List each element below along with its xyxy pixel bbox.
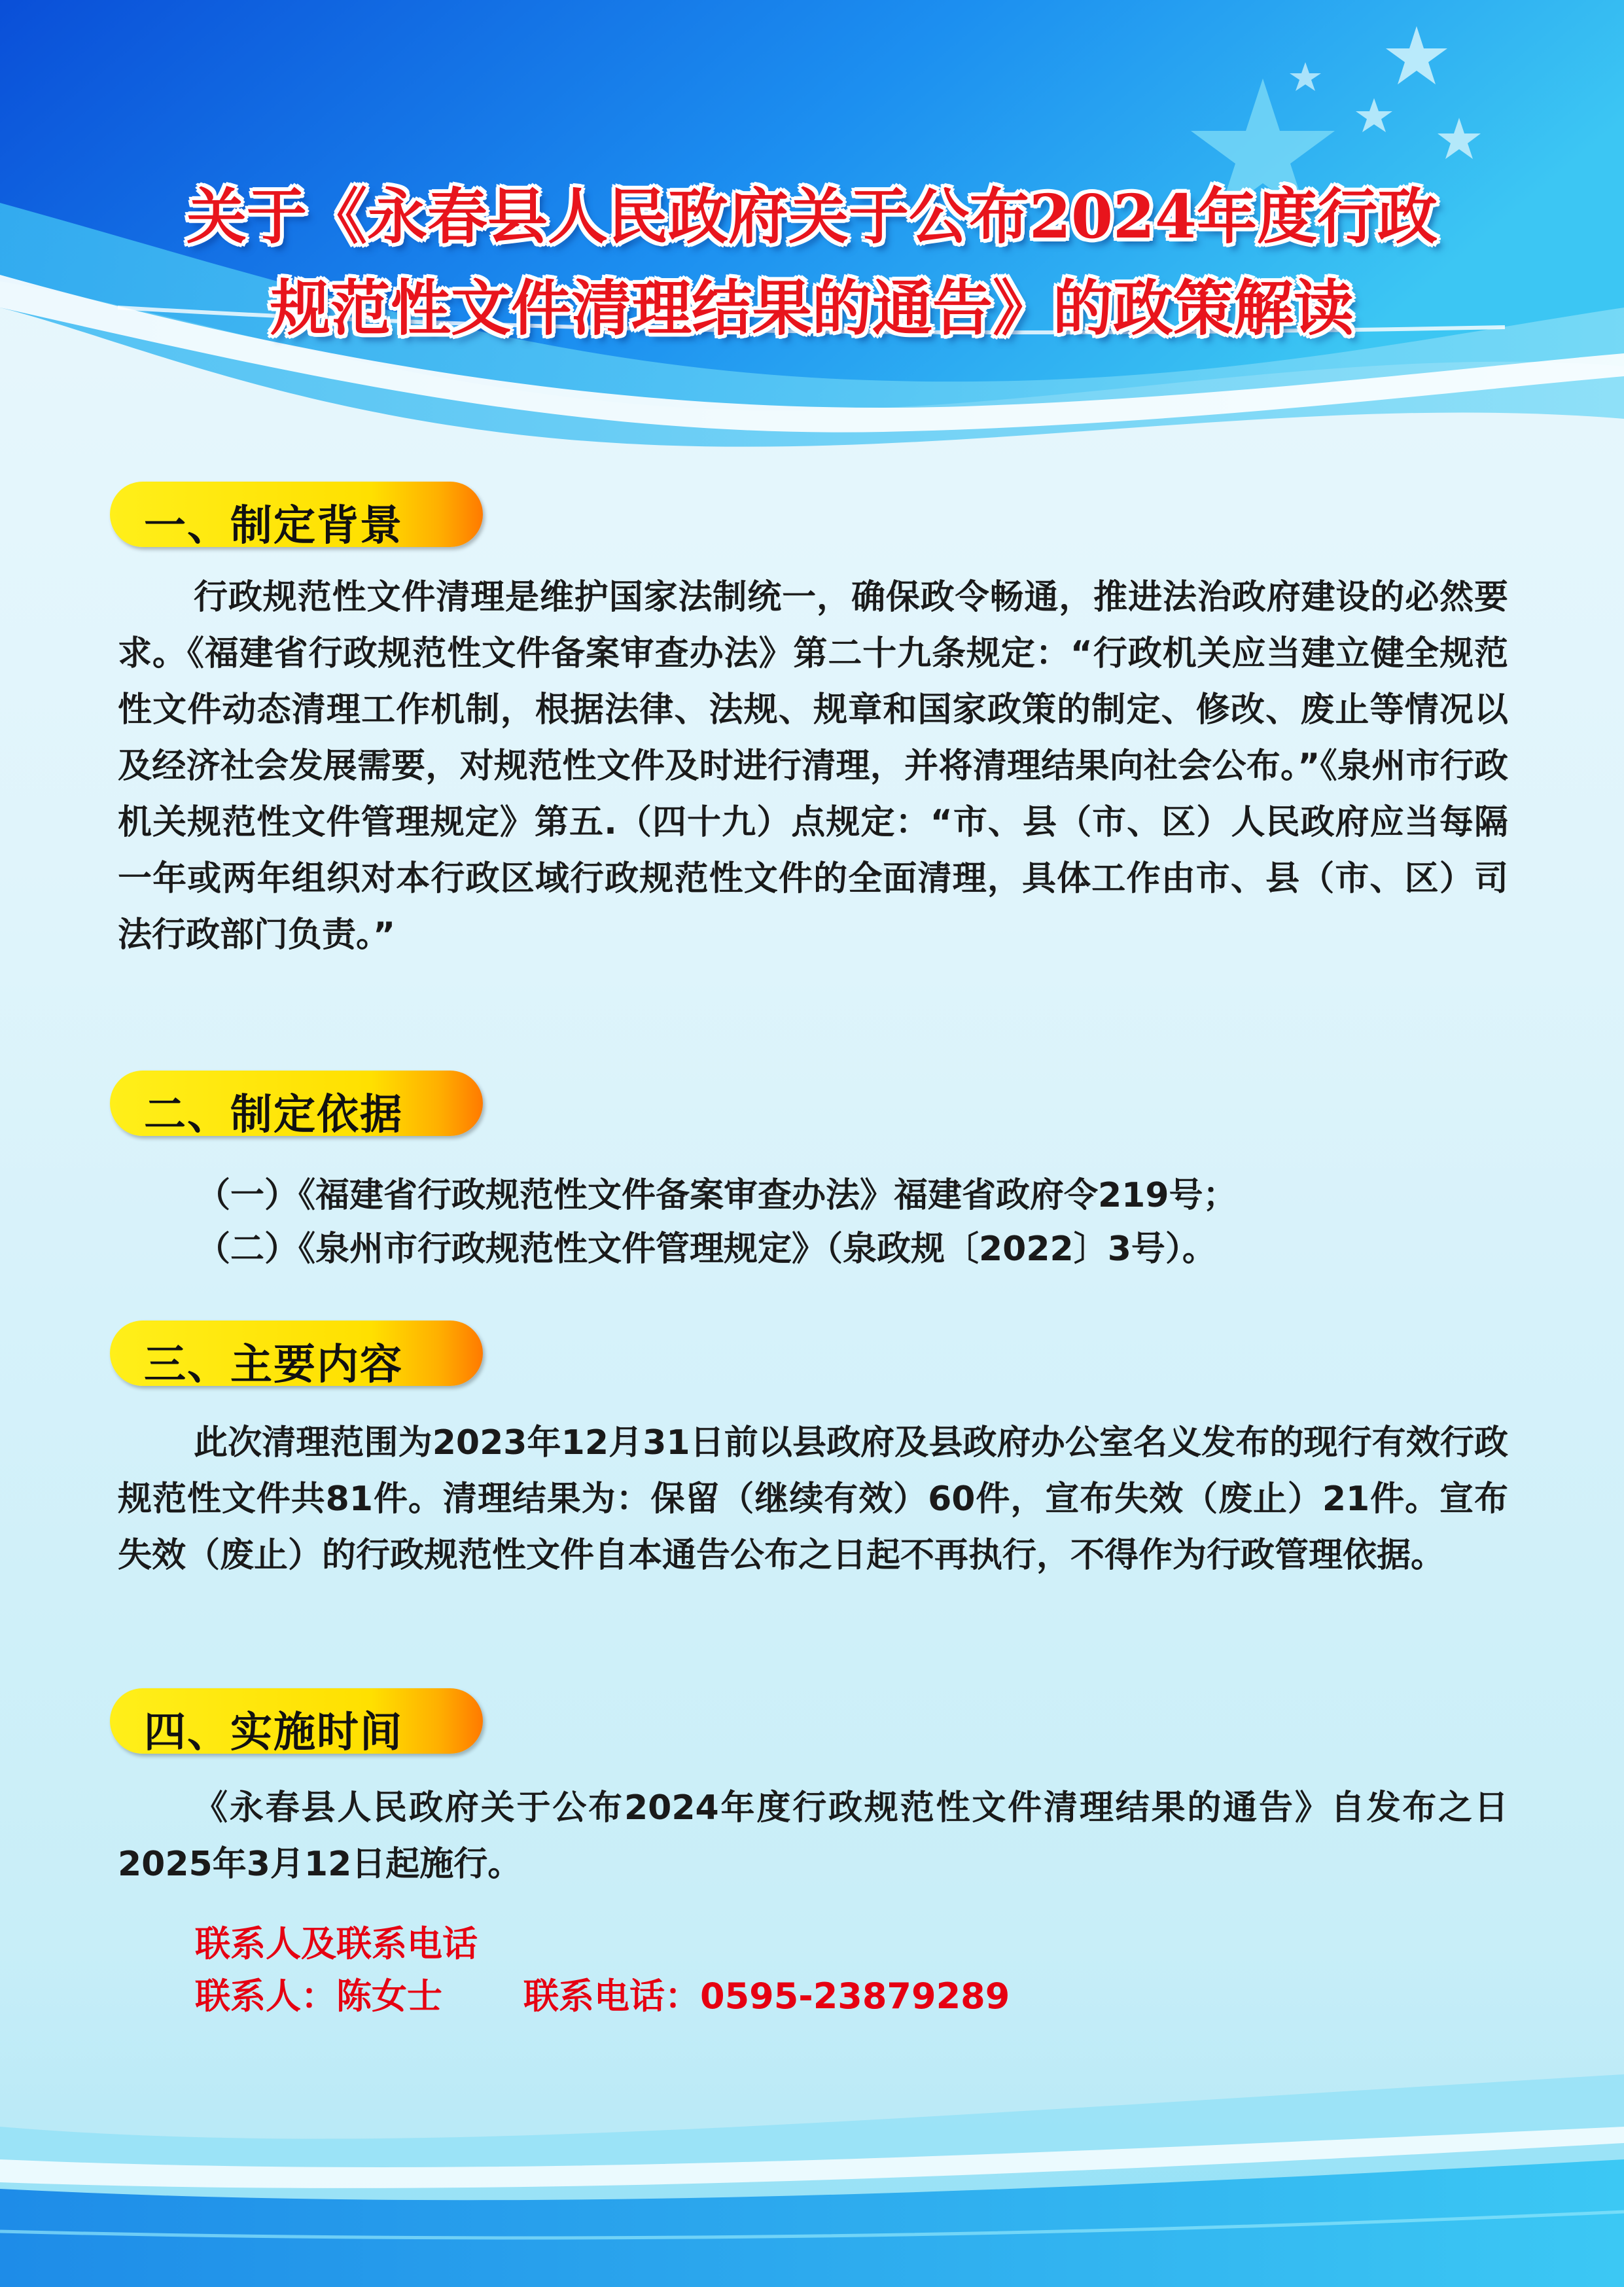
section-heading: 四、实施时间 <box>144 1709 403 1757</box>
section-paragraph-implementation: 《永春县人民政府关于公布2024年度行政规范性文件清理结果的通告》自发布之日2025年3月12日起施行。 <box>118 1788 1508 1884</box>
contact-heading: 联系人及联系电话 <box>195 1923 478 1964</box>
contact-phone: 联系电话：0595-23879289 <box>523 1976 1010 2017</box>
basis-item-2: （二）《泉州市行政规范性文件管理规定》（泉政规〔2022〕3号）。 <box>196 1230 1216 1269</box>
basis-item-1: （一）《福建省行政规范性文件备案审查办法》福建省政府令219号； <box>196 1176 1237 1215</box>
section-heading-implementation <box>110 1688 483 1757</box>
section-paragraph-content: 此次清理范围为2023年12月31日前以县政府及县政府办公室名义发布的现行有效行政规范性文件共81件。清理结果为：保留（继续有效）60件，宣布失效（废止）21件。宣布失效（废止）的行政规范性文件自本通告公布之日起不再执行，不得作为行政管理依据。 <box>118 1423 1508 1575</box>
poster-title-line-2: 规范性文件清理结果的通告》的政策解读 <box>270 273 1354 344</box>
section-heading-background <box>110 482 483 550</box>
contact-person: 联系人：陈女士 <box>195 1976 442 2017</box>
poster-title-line-1: 关于《永春县人民政府关于公布2024年度行政 <box>186 181 1438 252</box>
section-heading-basis <box>110 1071 483 1139</box>
section-heading: 三、主要内容 <box>144 1341 403 1389</box>
section-heading: 二、制定依据 <box>144 1091 403 1139</box>
section-paragraph-background: 行政规范性文件清理是维护国家法制统一，确保政令畅通，推进法治政府建设的必然要求。《福建省行政规范性文件备案审查办法》第二十九条规定：“行政机关应当建立健全规范性文件动态清理工作机制，根据法律、法规、规章和国家政策的制定、修改、废止等情况以及经济社会发展需要，对规范性文件及时进行清理，并将清理结果向社会公布。”《泉州市行政机关规范性文件管理规定》第五.（四十九）点规定：“市、县（市、区）人民政府应当每隔一年或两年组织对本行政区域行政规范性文件的全面清理，具体工作由市、县（市、区）司法行政部门负责。” <box>118 578 1508 955</box>
section-heading-content <box>110 1321 483 1389</box>
section-heading: 一、制定背景 <box>144 502 403 550</box>
